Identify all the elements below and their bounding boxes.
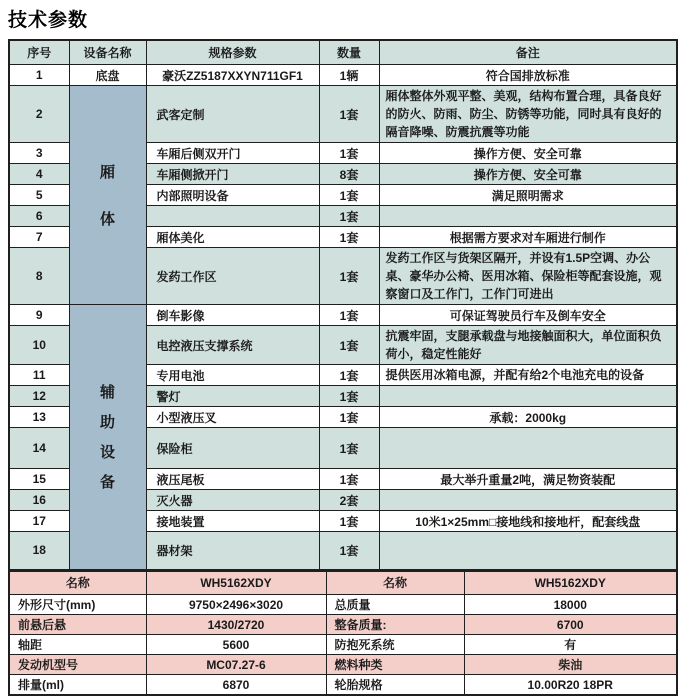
note-cell: 可保证驾驶员行车及倒车安全 <box>379 305 677 326</box>
spec-label-cell: 整备质量: <box>326 615 464 635</box>
serial-cell: 6 <box>9 206 69 227</box>
serial-cell: 9 <box>9 305 69 326</box>
qty-cell: 1套 <box>319 86 379 143</box>
table-row <box>9 86 677 143</box>
serial-cell: 8 <box>9 248 69 305</box>
spec-cell: 器材架 <box>146 532 319 570</box>
serial-cell: 15 <box>9 469 69 490</box>
note-cell: 厢体整体外观平整、美观，结构布置合理，具备良好的防火、防雨、防尘、防锈等功能，同时具有良好的隔音降噪、防震抗震等功能 <box>379 86 677 143</box>
table-header <box>9 40 677 65</box>
device-group-label <box>70 161 146 229</box>
spec-value-cell: 6870 <box>146 675 326 696</box>
spec-row <box>9 655 677 675</box>
note-cell: 操作方便、安全可靠 <box>379 164 677 185</box>
table-row <box>9 65 677 86</box>
qty-cell: 1套 <box>319 248 379 305</box>
serial-cell: 12 <box>9 386 69 407</box>
group-char: 设 <box>100 441 115 462</box>
note-cell: 提供医用冰箱电源，并配有给2个电池充电的设备 <box>379 365 677 386</box>
spec-cell <box>146 206 319 227</box>
serial-cell: 1 <box>9 65 69 86</box>
spec-value-cell: WH5162XDY <box>146 571 326 595</box>
spec-value-cell: 6700 <box>464 615 677 635</box>
note-cell: 符合国排放标准 <box>379 65 677 86</box>
spec-cell: 小型液压叉 <box>146 407 319 428</box>
spec-value-cell: WH5162XDY <box>464 571 677 595</box>
serial-cell: 4 <box>9 164 69 185</box>
qty-cell: 1套 <box>319 305 379 326</box>
spec-cell: 电控液压支撑系统 <box>146 326 319 365</box>
spec-label-cell: 发动机型号 <box>9 655 146 675</box>
qty-cell: 8套 <box>319 164 379 185</box>
note-cell: 发药工作区与货架区隔开，并设有1.5P空调、办公桌、豪华办公椅、医用冰箱、保险柜等配套设施，观察窗口及工作门，工作门可进出 <box>379 248 677 305</box>
spec-label-cell: 排量(ml) <box>9 675 146 696</box>
device-group-cell <box>69 305 146 570</box>
spec-cell: 车厢侧掀开门 <box>146 164 319 185</box>
column-header-serial: 序号 <box>9 40 69 65</box>
column-header-qty: 数量 <box>319 40 379 65</box>
serial-cell: 2 <box>9 86 69 143</box>
note-cell: 根据需方要求对车厢进行制作 <box>379 227 677 248</box>
spec-cell: 警灯 <box>146 386 319 407</box>
spec-value-cell: MC07.27-6 <box>146 655 326 675</box>
spec-label-cell: 燃料种类 <box>326 655 464 675</box>
spec-table-body <box>9 571 677 696</box>
serial-cell: 16 <box>9 490 69 511</box>
qty-cell: 1套 <box>319 469 379 490</box>
spec-row <box>9 635 677 655</box>
spec-row <box>9 675 677 696</box>
spec-cell: 武客定制 <box>146 86 319 143</box>
serial-cell: 13 <box>9 407 69 428</box>
qty-cell: 1套 <box>319 386 379 407</box>
spec-label-cell: 前悬后悬 <box>9 615 146 635</box>
note-cell: 满足照明需求 <box>379 185 677 206</box>
spec-value-cell: 5600 <box>146 635 326 655</box>
group-char: 备 <box>100 471 115 492</box>
main-table-body <box>9 65 677 570</box>
column-header-device: 设备名称 <box>69 40 146 65</box>
spec-value-cell: 1430/2720 <box>146 615 326 635</box>
qty-cell: 1套 <box>319 326 379 365</box>
serial-cell: 14 <box>9 428 69 469</box>
spec-cell: 倒车影像 <box>146 305 319 326</box>
device-group-cell <box>69 86 146 305</box>
note-cell: 抗震牢固，支腿承载盘与地接触面积大，单位面积负荷小，稳定性能好 <box>379 326 677 365</box>
qty-cell: 1套 <box>319 511 379 532</box>
note-cell: 操作方便、安全可靠 <box>379 143 677 164</box>
note-cell <box>379 206 677 227</box>
spec-cell: 内部照明设备 <box>146 185 319 206</box>
note-cell: 承载：2000kg <box>379 407 677 428</box>
page-title: 技术参数 <box>8 5 676 32</box>
qty-cell: 1套 <box>319 532 379 570</box>
serial-cell: 3 <box>9 143 69 164</box>
header-row <box>9 40 677 65</box>
spec-cell: 保险柜 <box>146 428 319 469</box>
spec-cell: 灭火器 <box>146 490 319 511</box>
note-cell <box>379 386 677 407</box>
table-row <box>9 305 677 326</box>
group-char: 助 <box>100 411 115 432</box>
spec-label-cell: 名称 <box>9 571 146 595</box>
spec-cell: 专用电池 <box>146 365 319 386</box>
serial-cell: 10 <box>9 326 69 365</box>
spec-cell: 接地装置 <box>146 511 319 532</box>
note-cell <box>379 428 677 469</box>
spec-value-cell: 柴油 <box>464 655 677 675</box>
spec-cell: 豪沃ZZ5187XXYN711GF1 <box>146 65 319 86</box>
device-group-label <box>70 381 146 492</box>
spec-label-cell: 防抱死系统 <box>326 635 464 655</box>
qty-cell: 1套 <box>319 185 379 206</box>
qty-cell: 1套 <box>319 206 379 227</box>
note-cell <box>379 490 677 511</box>
group-char: 辅 <box>100 381 115 402</box>
spec-row <box>9 571 677 595</box>
note-cell <box>379 532 677 570</box>
spec-value-cell: 18000 <box>464 595 677 615</box>
spec-cell: 厢体美化 <box>146 227 319 248</box>
spec-cell: 车厢后侧双开门 <box>146 143 319 164</box>
spec-cell: 发药工作区 <box>146 248 319 305</box>
spec-label-cell: 轴距 <box>9 635 146 655</box>
qty-cell: 1辆 <box>319 65 379 86</box>
qty-cell: 2套 <box>319 490 379 511</box>
serial-cell: 17 <box>9 511 69 532</box>
qty-cell: 1套 <box>319 365 379 386</box>
serial-cell: 18 <box>9 532 69 570</box>
qty-cell: 1套 <box>319 407 379 428</box>
serial-cell: 7 <box>9 227 69 248</box>
spec-row <box>9 595 677 615</box>
spec-value-cell: 10.00R20 18PR <box>464 675 677 696</box>
vehicle-spec-table <box>8 570 678 696</box>
spec-label-cell: 名称 <box>326 571 464 595</box>
spec-label-cell: 总质量 <box>326 595 464 615</box>
qty-cell: 1套 <box>319 428 379 469</box>
spec-cell: 液压尾板 <box>146 469 319 490</box>
qty-cell: 1套 <box>319 227 379 248</box>
technical-parameters-table <box>8 39 678 571</box>
spec-label-cell: 轮胎规格 <box>326 675 464 696</box>
spec-value-cell: 9750×2496×3020 <box>146 595 326 615</box>
group-char: 厢 <box>100 161 115 182</box>
column-header-spec: 规格参数 <box>146 40 319 65</box>
note-cell: 10米1×25mm□接地线和接地杆，配套线盘 <box>379 511 677 532</box>
spec-value-cell: 有 <box>464 635 677 655</box>
spec-row <box>9 615 677 635</box>
qty-cell: 1套 <box>319 143 379 164</box>
spec-label-cell: 外形尺寸(mm) <box>9 595 146 615</box>
device-name-cell: 底盘 <box>69 65 146 86</box>
group-char: 体 <box>100 208 115 229</box>
serial-cell: 11 <box>9 365 69 386</box>
note-cell: 最大举升重量2吨，满足物资装配 <box>379 469 677 490</box>
serial-cell: 5 <box>9 185 69 206</box>
column-header-note: 备注 <box>379 40 677 65</box>
